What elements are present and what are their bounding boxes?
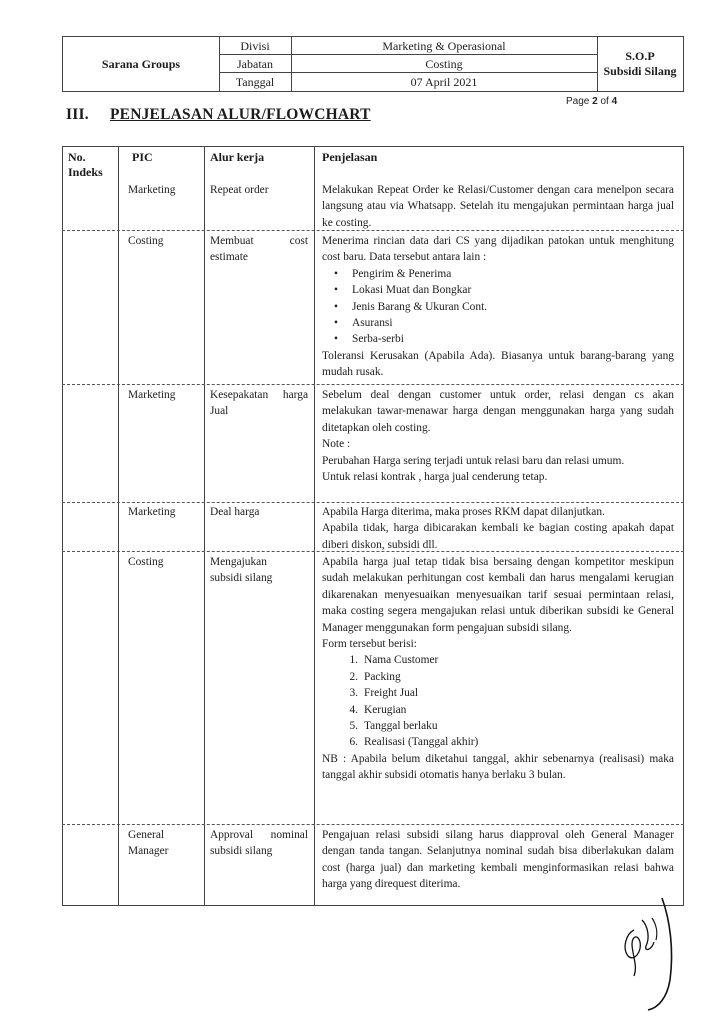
page-middle: of: [597, 96, 612, 107]
list-item: • Pengirim & Penerima: [322, 266, 674, 282]
table-divider-pic: [204, 146, 205, 906]
header-labels: [219, 37, 292, 91]
list-item: [322, 652, 674, 668]
table-border-bottom: [62, 905, 684, 906]
row3-pic: Marketing: [128, 389, 176, 401]
row4-pic: Marketing: [128, 506, 176, 518]
row6-penjelasan: Pengajuan relasi subsidi silang harus diapproval oleh General Manager dengan tanda tangan. Selanjutnya nominal sudah bisa diberlakukan dalam cost (harga jual) dan marketing kembali menginformasikan relasi bahwa harga yang direquest diterima.: [322, 829, 674, 891]
sop-box: [597, 37, 683, 91]
row1-penjelasan: Melakukan Repeat Order ke Relasi/Customer dengan cara menelpon secara langsung atau via Whatsapp. Setelah itu mengajukan permintaan harga jual ke costing.: [322, 184, 674, 229]
sop-title: S.O.P: [625, 49, 655, 63]
list-item: • Lokasi Muat dan Bongkar: [322, 282, 674, 298]
row4-alur: Deal harga: [210, 506, 260, 518]
row4-penjelasan: [322, 504, 674, 553]
row1-alur: Repeat order: [210, 184, 269, 196]
section-title: PENJELASAN ALUR/FLOWCHART: [110, 106, 371, 123]
row3-text: Sebelum deal dengan customer untuk order, relasi dengan cs akan melakukan tawar-menawar harga dengan menggunakan harga yang sudah ditetapkan oleh costing.: [322, 389, 674, 434]
company-name: Sarana Groups: [63, 37, 220, 91]
flowchart-table: [62, 146, 684, 906]
row3-note-label: Note :: [322, 438, 351, 451]
list-item: • Serba-serbi: [322, 331, 674, 347]
row2-alur: [210, 233, 308, 266]
list-item: • Jenis Barang & Ukuran Cont.: [322, 299, 674, 315]
row3-alur-word2: harga: [282, 389, 308, 401]
list-item: [322, 734, 674, 750]
row4-text2: Apabila tidak, harga dibicarakan kembali ke bagian costing apakah dapat diberi diskon, subsidi dll.: [322, 522, 674, 551]
header-pic: PIC: [132, 150, 153, 164]
item-text: Kerugian: [364, 703, 407, 716]
row5-form-list: [322, 652, 674, 750]
row5-penjelasan: [322, 554, 674, 784]
row6-alur-word2: nominal: [270, 829, 308, 841]
table-divider-alur: [314, 146, 315, 906]
header-no-line2: Indeks: [68, 165, 103, 179]
item-text: Freight Jual: [364, 687, 419, 700]
row2-pic: Costing: [128, 235, 164, 247]
row3-note1: Perubahan Harga sering terjadi untuk relasi baru dan relasi umum.: [322, 454, 625, 467]
value-divisi: Marketing & Operasional: [291, 37, 597, 55]
item-number: 1.: [349, 654, 358, 667]
item-text: Realisasi (Tanggal akhir): [364, 736, 479, 749]
row1-pic: Marketing: [128, 184, 176, 196]
item-number: 3.: [349, 687, 358, 700]
row5-pic: Costing: [128, 556, 164, 568]
item-number: 2.: [349, 670, 358, 683]
row3-alur-word3: Jual: [210, 405, 229, 418]
row-separator: [62, 502, 684, 503]
label-divisi: Divisi: [219, 37, 291, 55]
row2-penjelasan: [322, 233, 674, 381]
page-current: 2: [592, 96, 598, 107]
row5-alur: [210, 554, 272, 587]
list-item: [322, 685, 674, 701]
section-heading: [66, 106, 371, 124]
sop-subtitle: Subsidi Silang: [603, 64, 677, 78]
item-text: Nama Customer: [364, 654, 439, 667]
page-total: 4: [611, 96, 618, 107]
row5-form-label: Form tersebut berisi:: [322, 638, 417, 651]
row6-alur: [210, 827, 308, 860]
row-separator: [62, 384, 684, 385]
page-indicator: [566, 96, 617, 107]
item-number: 6.: [349, 736, 358, 749]
row6-alur-word3: subsidi silang: [210, 845, 273, 858]
table-divider-no: [118, 146, 119, 906]
item-number: 5.: [349, 720, 358, 733]
document-header: [62, 36, 684, 92]
row6-pic-line1: General: [128, 829, 165, 841]
label-jabatan: Jabatan: [219, 55, 291, 73]
table-border-top: [62, 146, 684, 147]
list-item: [322, 669, 674, 685]
row3-penjelasan: [322, 387, 674, 485]
label-tanggal: Tanggal: [235, 75, 275, 89]
row5-text: Apabila harga jual tetap tidak bisa bersaing dengan kompetitor meskipun sudah melakukan perhitungan cost kembali dan harus mengalami kerugian dikarenakan menyesuaikan menyesuaikan tarif sesuai permintaan relasi, maka costing segera mengajukan relasi untuk diberikan subsidi ke General Manager menggunakan form pengajuan subsidi silang.: [322, 556, 674, 634]
row3-alur-word1: Kesepakatan: [210, 389, 269, 401]
header-no-line1: No.: [68, 150, 86, 164]
row3-alur: [210, 387, 308, 420]
row4-text1: Apabila Harga diterima, maka proses RKM dapat dilanjutkan.: [322, 506, 605, 518]
value-tanggal: 07 April 2021: [410, 75, 478, 89]
item-number: 4.: [349, 703, 358, 716]
header-alur: Alur kerja: [210, 150, 265, 164]
handwritten-signature: [612, 890, 682, 1020]
list-item: [322, 702, 674, 718]
item-text: Tanggal berlaku: [364, 720, 438, 733]
header-no: [68, 150, 103, 180]
row5-alur-line2: subsidi silang: [210, 572, 273, 585]
row2-alur-word1: Membuat: [210, 235, 254, 247]
list-item: [322, 718, 674, 734]
value-jabatan: Costing: [291, 55, 597, 73]
row5-alur-line1: Mengajukan: [210, 556, 267, 568]
header-values: [291, 37, 598, 91]
table-border-right: [683, 146, 684, 906]
row6-pic: [128, 827, 168, 860]
list-item: • Asuransi: [322, 315, 674, 331]
row-separator: [62, 824, 684, 825]
page-prefix: Page: [566, 96, 593, 107]
row2-alur-word2: cost: [289, 235, 308, 247]
row6-pic-line2: Manager: [128, 845, 169, 858]
row2-alur-word3: estimate: [210, 251, 248, 264]
row2-outro: Toleransi Kerusakan (Apabila Ada). Biasanya untuk barang-barang yang mudah rusak.: [322, 349, 674, 379]
row2-intro: Menerima rincian data dari CS yang dijadikan patokan untuk menghitung cost baru. Data tersebut antara lain :: [322, 235, 674, 264]
item-text: Packing: [364, 670, 401, 683]
row6-alur-word1: Approval: [210, 829, 254, 841]
row3-note2: Untuk relasi kontrak , harga jual cenderung tetap.: [322, 471, 548, 484]
table-border-left: [62, 146, 63, 906]
row2-data-list: [322, 266, 674, 348]
header-penjelasan: Penjelasan: [322, 150, 378, 164]
section-number: III.: [66, 106, 89, 123]
row5-nb: NB : Apabila belum diketahui tanggal, akhir sebenarnya (realisasi) maka tanggal akhir subsidi otomatis hanya berlaku 3 bulan.: [322, 752, 674, 782]
